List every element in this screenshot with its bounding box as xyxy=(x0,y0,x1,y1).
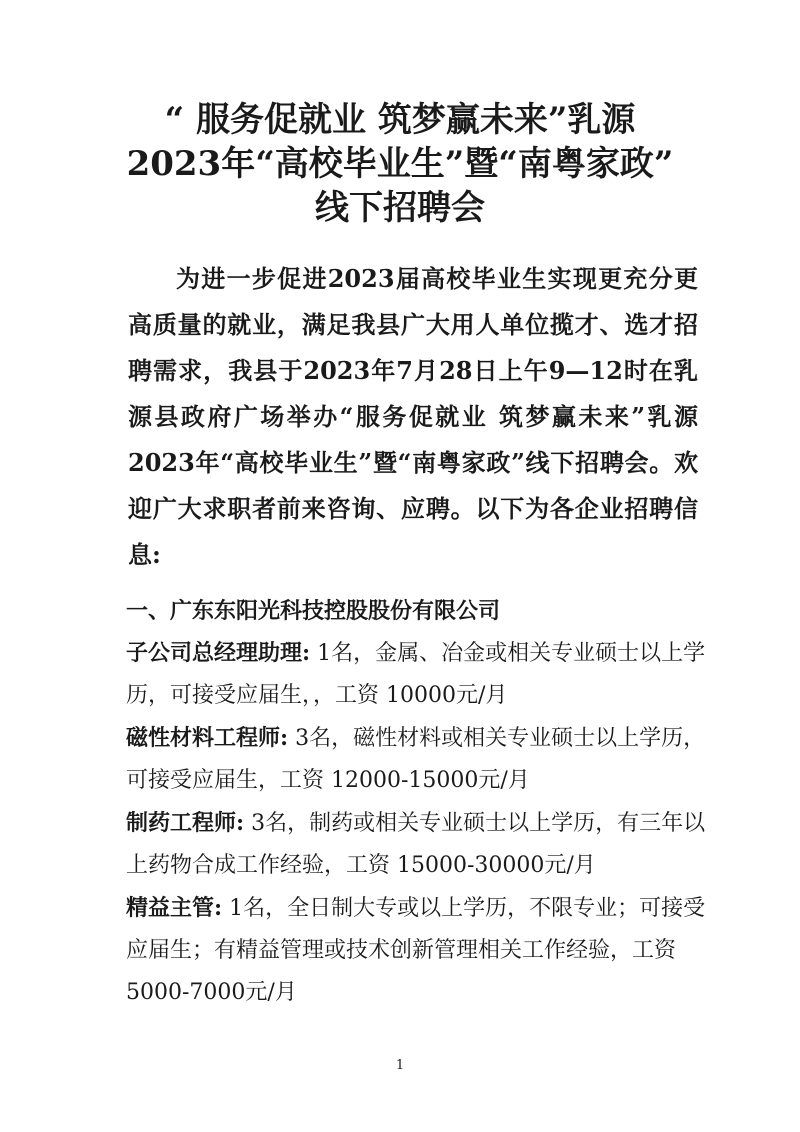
section-heading: 一、广东东阳光科技控股股份有限公司 xyxy=(126,598,501,624)
intro-paragraph: 为进一步促进2023届高校毕业生实现更充分更高质量的就业，满足我县广大用人单位揽才、选才招聘需求，我县于2023年7月28日上午9—12时在乳源县政府广场举办“服务促就业 筑梦赢未来”乳源2023年“高校毕业生”暨“南粤家政”线下招聘会。欢迎广大求职者前来咨询、应聘。以下为各企业招聘信息: xyxy=(128,264,698,569)
section-company-1 xyxy=(126,590,706,1014)
job-description: 1名，金属、冶金或相关专业硕士以上学历，可接受应届生，，工资 10000元/月 xyxy=(126,641,706,708)
document-title-line-1: “ 服务促就业 筑梦赢未来”乳源 xyxy=(164,100,636,140)
job-title: 制药工程师: xyxy=(126,810,245,836)
job-item xyxy=(126,887,706,1014)
job-title: 磁性材料工程师: xyxy=(126,725,289,751)
job-title: 子公司总经理助理: xyxy=(126,640,311,666)
document-title-line-3: 线下招聘会 xyxy=(315,188,485,228)
job-title: 精益主管: xyxy=(126,895,223,921)
job-description: 3名，磁性材料或相关专业硕士以上学历，可接受应届生，工资 12000-15000元/月 xyxy=(126,726,706,793)
page-number: 1 xyxy=(395,1058,405,1073)
job-item xyxy=(126,717,706,802)
job-description: 1名，全日制大专或以上学历，不限专业；可接受应届生；有精益管理或技术创新管理相关工作经验，工资 5000-7000元/月 xyxy=(126,896,706,1005)
document-title-line-2: 2023年“高校毕业生”暨“南粤家政” xyxy=(126,144,674,184)
job-item xyxy=(126,802,706,887)
job-item xyxy=(126,632,706,717)
job-description: 3名，制药或相关专业硕士以上学历，有三年以上药物合成工作经验，工资 15000-30000元/月 xyxy=(126,811,706,878)
